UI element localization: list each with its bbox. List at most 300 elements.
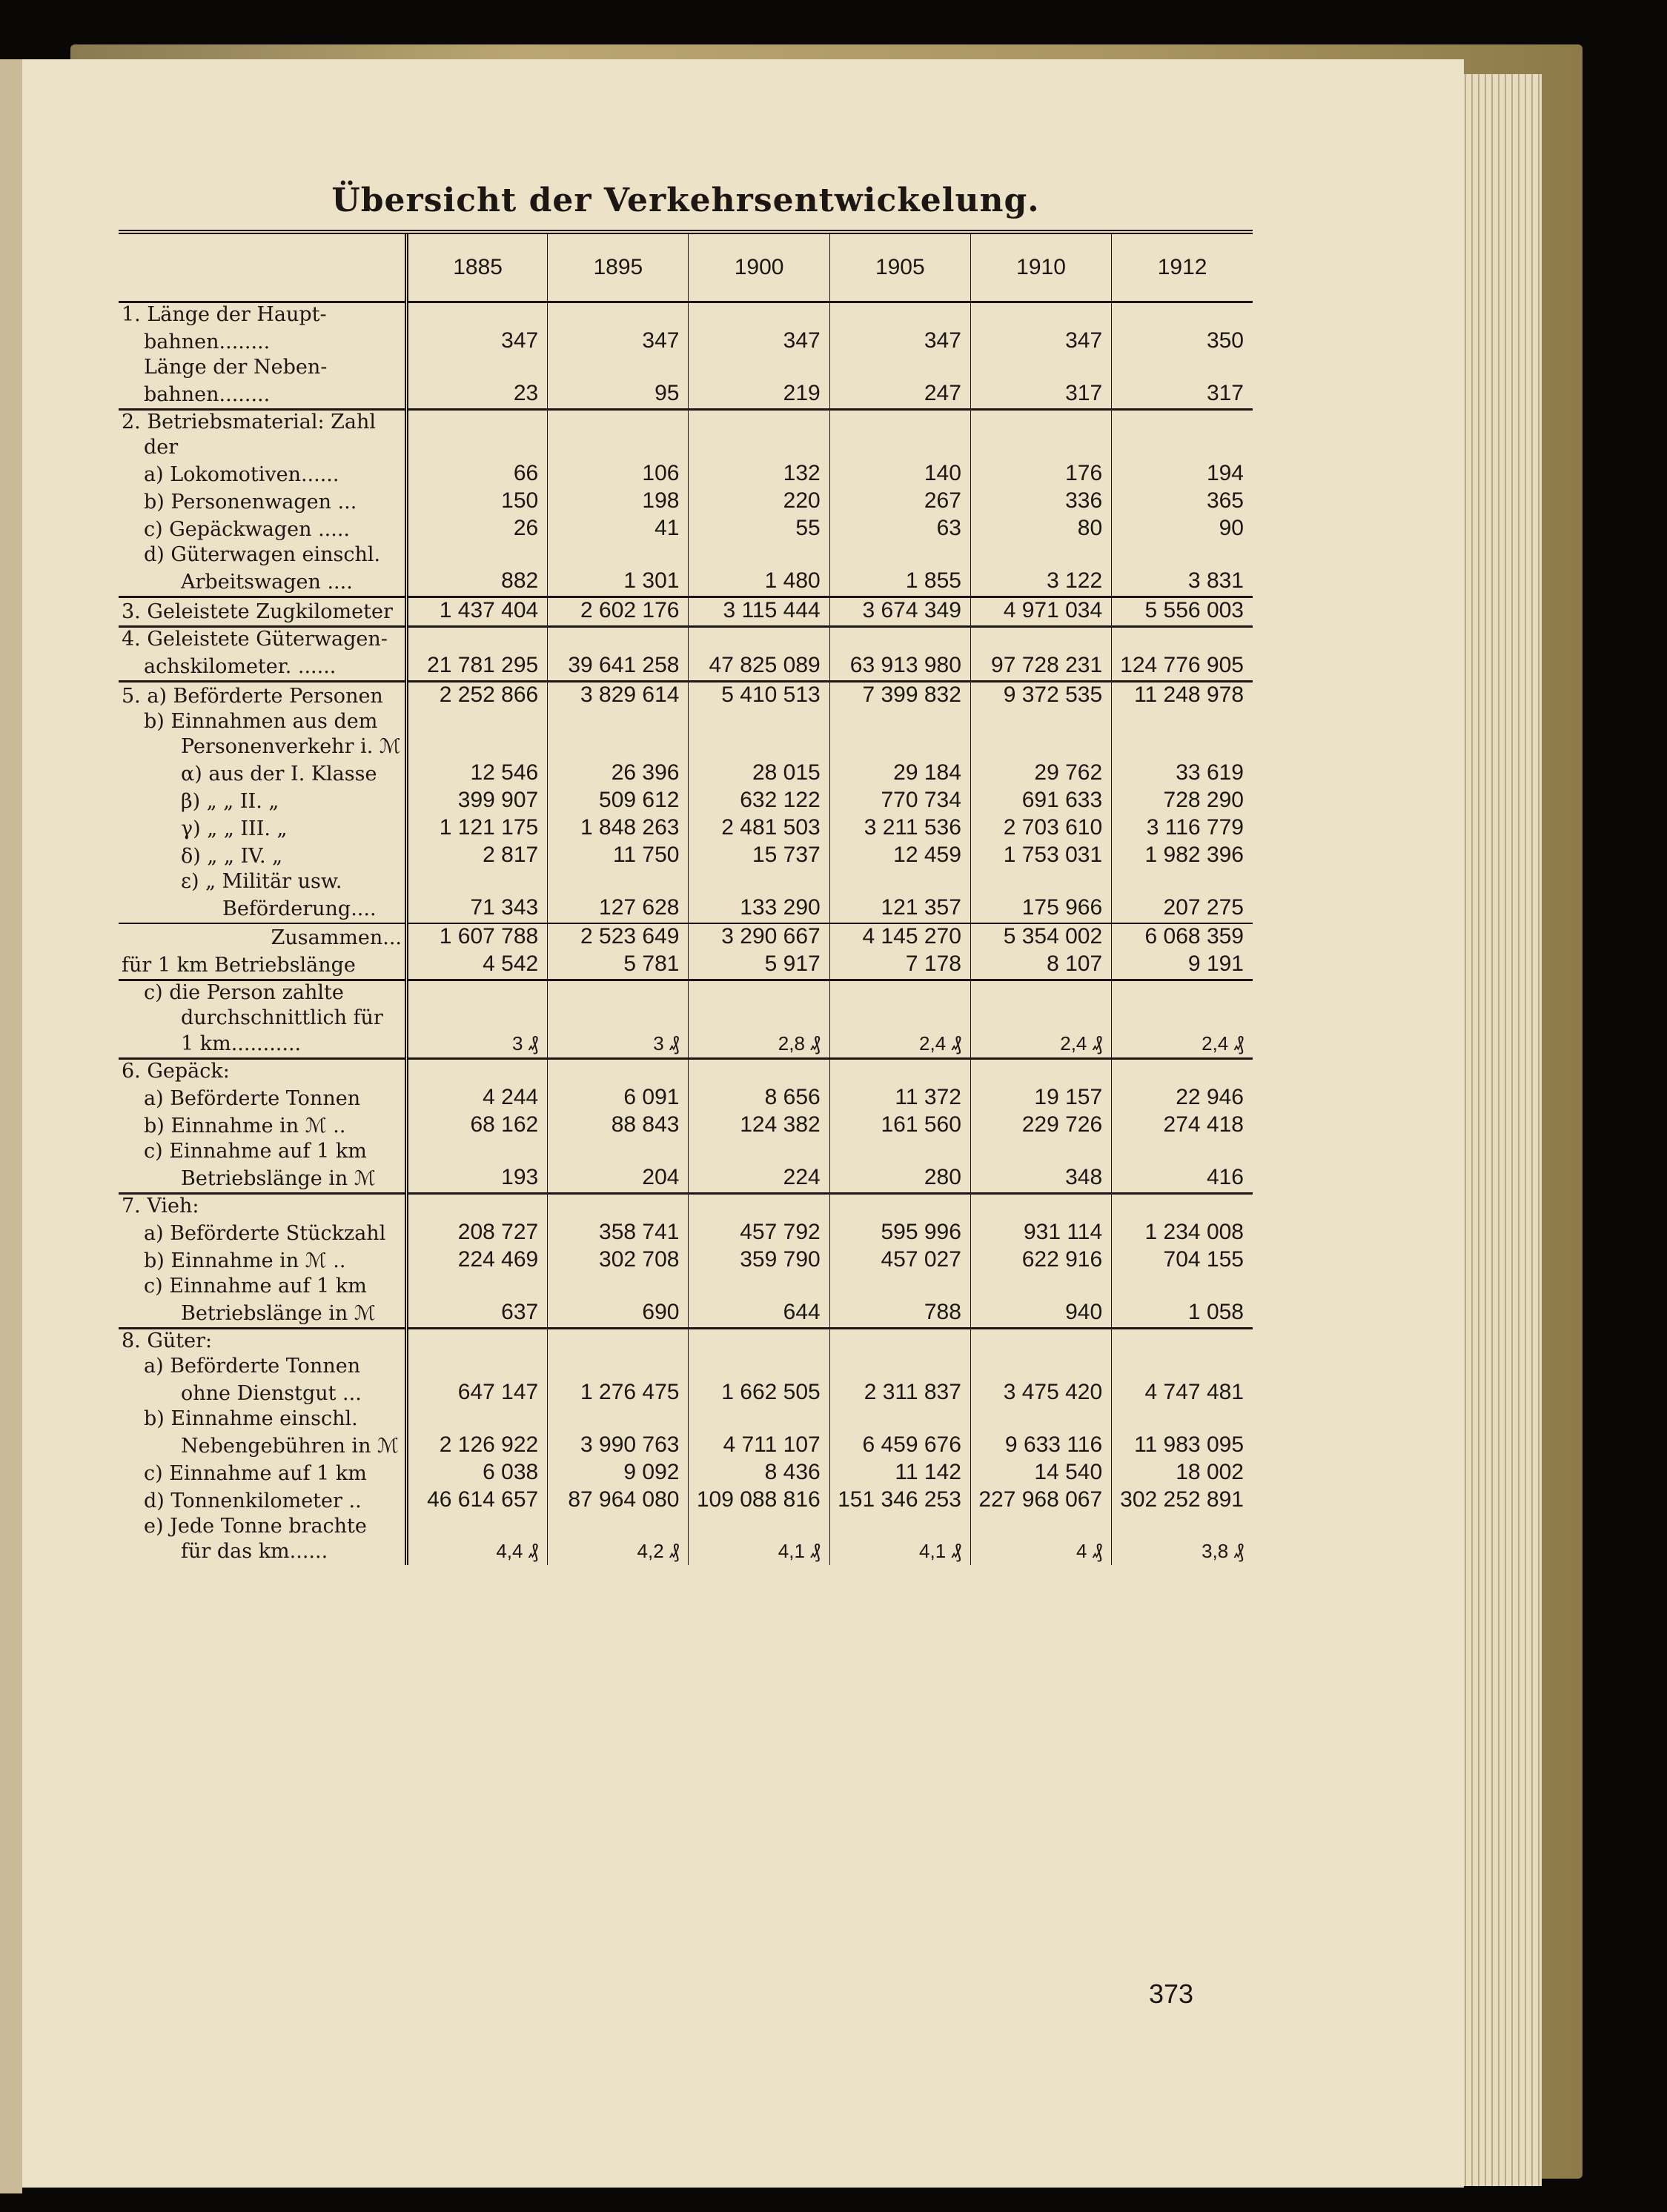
row-label: ε) „ Militär usw. bbox=[181, 870, 342, 894]
value-cell: 3 674 349 bbox=[829, 597, 970, 627]
value-cell: 348 bbox=[970, 1165, 1111, 1194]
table-row bbox=[119, 980, 1253, 1007]
value-cell: 365 bbox=[1112, 488, 1253, 516]
value-cell: 175 966 bbox=[970, 895, 1111, 923]
year-header: 1912 bbox=[1112, 232, 1253, 302]
table-row bbox=[119, 951, 1253, 980]
value-cell bbox=[548, 1140, 689, 1165]
value-cell: 4 542 bbox=[407, 951, 548, 980]
value-cell: 1 234 008 bbox=[1112, 1220, 1253, 1247]
table-row bbox=[119, 1540, 1253, 1565]
value-cell bbox=[407, 1275, 548, 1300]
table-row bbox=[119, 1328, 1253, 1355]
value-cell: 26 bbox=[407, 516, 548, 543]
traffic-table bbox=[119, 230, 1253, 1565]
value-cell bbox=[1112, 543, 1253, 568]
value-cell: 931 114 bbox=[970, 1220, 1111, 1247]
value-cell bbox=[1112, 410, 1253, 436]
table-row bbox=[119, 627, 1253, 654]
table-row bbox=[119, 1058, 1253, 1085]
value-cell: 4 747 481 bbox=[1112, 1380, 1253, 1407]
value-cell bbox=[829, 980, 970, 1007]
value-cell bbox=[829, 1275, 970, 1300]
value-cell: 302 252 891 bbox=[1112, 1487, 1253, 1515]
row-label: Arbeitswagen .... bbox=[181, 571, 353, 594]
row-label: der bbox=[144, 436, 179, 459]
value-cell: 106 bbox=[548, 461, 689, 488]
value-cell: 151 346 253 bbox=[829, 1487, 970, 1515]
value-cell bbox=[1112, 1058, 1253, 1085]
value-cell: 2,8 ₰ bbox=[689, 1032, 829, 1059]
value-cell: 302 708 bbox=[548, 1247, 689, 1275]
value-cell: 5 781 bbox=[548, 951, 689, 980]
value-cell: 176 bbox=[970, 461, 1111, 488]
value-cell bbox=[1112, 436, 1253, 461]
page-number: 373 bbox=[1149, 1979, 1194, 2009]
table-row bbox=[119, 328, 1253, 356]
value-cell: 3 115 444 bbox=[689, 597, 829, 627]
year-header: 1910 bbox=[970, 232, 1111, 302]
value-cell: 23 bbox=[407, 381, 548, 410]
table-row bbox=[119, 710, 1253, 735]
value-cell bbox=[689, 1328, 829, 1355]
row-label: c) Einnahme auf 1 km bbox=[144, 1274, 367, 1298]
value-cell: 3 290 667 bbox=[689, 923, 829, 951]
value-cell: 2 126 922 bbox=[407, 1432, 548, 1460]
value-cell bbox=[829, 356, 970, 381]
value-cell bbox=[970, 543, 1111, 568]
value-cell bbox=[970, 1275, 1111, 1300]
value-cell bbox=[1112, 735, 1253, 760]
value-cell bbox=[548, 1058, 689, 1085]
row-label: Nebengebühren in ℳ bbox=[181, 1434, 399, 1458]
value-cell bbox=[1112, 356, 1253, 381]
value-cell: 704 155 bbox=[1112, 1247, 1253, 1275]
table-row bbox=[119, 923, 1253, 951]
value-cell: 247 bbox=[829, 381, 970, 410]
row-label: 3. Geleistete Zugkilometer bbox=[119, 597, 407, 627]
value-cell bbox=[548, 1515, 689, 1540]
table-row bbox=[119, 302, 1253, 329]
value-cell bbox=[829, 1355, 970, 1380]
value-cell: 11 983 095 bbox=[1112, 1432, 1253, 1460]
value-cell bbox=[689, 627, 829, 654]
value-cell: 4 244 bbox=[407, 1085, 548, 1112]
value-cell: 15 737 bbox=[689, 843, 829, 870]
value-cell: 204 bbox=[548, 1165, 689, 1194]
value-cell: 80 bbox=[970, 516, 1111, 543]
value-cell: 124 382 bbox=[689, 1112, 829, 1140]
value-cell: 5 917 bbox=[689, 951, 829, 980]
value-cell bbox=[1112, 980, 1253, 1007]
value-cell: 8 107 bbox=[970, 951, 1111, 980]
table-row bbox=[119, 1006, 1253, 1032]
row-label: c) die Person zahlte bbox=[119, 980, 407, 1007]
value-cell: 219 bbox=[689, 381, 829, 410]
value-cell bbox=[689, 1515, 829, 1540]
value-cell bbox=[407, 710, 548, 735]
value-cell: 8 656 bbox=[689, 1085, 829, 1112]
value-cell: 90 bbox=[1112, 516, 1253, 543]
value-cell: 1 662 505 bbox=[689, 1380, 829, 1407]
value-cell bbox=[548, 1328, 689, 1355]
value-cell: 2 481 503 bbox=[689, 815, 829, 843]
value-cell: 3 829 614 bbox=[548, 682, 689, 711]
value-cell: 4 ₰ bbox=[970, 1540, 1111, 1565]
value-cell bbox=[548, 1407, 689, 1432]
value-cell: 133 290 bbox=[689, 895, 829, 923]
value-cell: 29 184 bbox=[829, 760, 970, 788]
value-cell bbox=[970, 1006, 1111, 1032]
row-label: achskilometer. ...... bbox=[144, 655, 337, 679]
row-label: Betriebslänge in ℳ bbox=[181, 1166, 376, 1190]
value-cell bbox=[407, 436, 548, 461]
table-row bbox=[119, 356, 1253, 381]
value-cell: 2 602 176 bbox=[548, 597, 689, 627]
value-cell: 18 002 bbox=[1112, 1460, 1253, 1487]
year-header-row bbox=[119, 232, 1253, 302]
value-cell: 47 825 089 bbox=[689, 653, 829, 682]
row-label: c) Gepäckwagen ..... bbox=[144, 518, 351, 542]
table-row bbox=[119, 543, 1253, 568]
row-label: durchschnittlich für bbox=[181, 1006, 383, 1030]
value-cell: 1 480 bbox=[689, 568, 829, 597]
value-cell bbox=[407, 1140, 548, 1165]
row-label: 7. Vieh: bbox=[119, 1193, 407, 1220]
table-row bbox=[119, 1275, 1253, 1300]
value-cell: 140 bbox=[829, 461, 970, 488]
value-cell: 19 157 bbox=[970, 1085, 1111, 1112]
table-row bbox=[119, 1515, 1253, 1540]
table-row bbox=[119, 1085, 1253, 1112]
table-row bbox=[119, 1193, 1253, 1220]
row-label: für das km...... bbox=[181, 1539, 328, 1563]
value-cell bbox=[548, 1006, 689, 1032]
table-row bbox=[119, 1407, 1253, 1432]
value-cell: 3,8 ₰ bbox=[1112, 1540, 1253, 1565]
value-cell: 3 475 420 bbox=[970, 1380, 1111, 1407]
row-label: b) Einnahmen aus dem bbox=[144, 710, 378, 734]
row-label: ohne Dienstgut ... bbox=[181, 1381, 362, 1405]
value-cell: 2 523 649 bbox=[548, 923, 689, 951]
value-cell: 21 781 295 bbox=[407, 653, 548, 682]
value-cell bbox=[1112, 627, 1253, 654]
row-label: a) Beförderte Tonnen bbox=[144, 1086, 361, 1110]
value-cell: 347 bbox=[548, 328, 689, 356]
value-cell bbox=[548, 735, 689, 760]
value-cell: 3 ₰ bbox=[548, 1032, 689, 1059]
value-cell bbox=[689, 1407, 829, 1432]
value-cell bbox=[829, 870, 970, 895]
value-cell bbox=[1112, 1140, 1253, 1165]
header-label-cell bbox=[119, 232, 407, 302]
value-cell: 41 bbox=[548, 516, 689, 543]
value-cell: 66 bbox=[407, 461, 548, 488]
table-row bbox=[119, 1140, 1253, 1165]
value-cell: 4 145 270 bbox=[829, 923, 970, 951]
table-row bbox=[119, 653, 1253, 682]
value-cell bbox=[970, 1355, 1111, 1380]
value-cell bbox=[829, 543, 970, 568]
value-cell bbox=[689, 980, 829, 1007]
year-header: 1905 bbox=[829, 232, 970, 302]
value-cell: 347 bbox=[689, 328, 829, 356]
value-cell bbox=[689, 410, 829, 436]
value-cell bbox=[970, 710, 1111, 735]
row-label: 4. Geleistete Güterwagen- bbox=[119, 627, 407, 654]
value-cell: 644 bbox=[689, 1300, 829, 1329]
value-cell: 350 bbox=[1112, 328, 1253, 356]
value-cell: 12 546 bbox=[407, 760, 548, 788]
value-cell: 788 bbox=[829, 1300, 970, 1329]
row-label: β) „ „ II. „ bbox=[181, 790, 279, 814]
row-label: 1. Länge der Haupt- bbox=[119, 302, 407, 329]
value-cell: 2,4 ₰ bbox=[1112, 1032, 1253, 1059]
value-cell bbox=[970, 1407, 1111, 1432]
value-cell bbox=[970, 627, 1111, 654]
value-cell: 509 612 bbox=[548, 788, 689, 815]
row-label: für 1 km Betriebslänge bbox=[122, 954, 356, 977]
value-cell: 6 038 bbox=[407, 1460, 548, 1487]
table-body bbox=[119, 302, 1253, 1565]
row-label: b) Einnahme einschl. bbox=[144, 1406, 358, 1430]
row-label: e) Jede Tonne brachte bbox=[144, 1514, 367, 1538]
row-label: α) aus der I. Klasse bbox=[181, 763, 377, 786]
value-cell: 1 301 bbox=[548, 568, 689, 597]
row-label: d) Güterwagen einschl. bbox=[144, 543, 381, 567]
value-cell: 1 121 175 bbox=[407, 815, 548, 843]
value-cell bbox=[970, 356, 1111, 381]
value-cell: 95 bbox=[548, 381, 689, 410]
value-cell bbox=[689, 1006, 829, 1032]
value-cell: 28 015 bbox=[689, 760, 829, 788]
row-label: Länge der Neben- bbox=[144, 356, 328, 379]
value-cell bbox=[548, 980, 689, 1007]
value-cell: 9 372 535 bbox=[970, 682, 1111, 711]
value-cell: 3 831 bbox=[1112, 568, 1253, 597]
value-cell bbox=[970, 735, 1111, 760]
row-label: a) Lokomotiven...... bbox=[144, 463, 339, 487]
value-cell: 2,4 ₰ bbox=[829, 1032, 970, 1059]
value-cell: 274 418 bbox=[1112, 1112, 1253, 1140]
value-cell bbox=[689, 302, 829, 329]
value-cell bbox=[689, 356, 829, 381]
table-row bbox=[119, 1247, 1253, 1275]
table-row bbox=[119, 735, 1253, 760]
value-cell: 22 946 bbox=[1112, 1085, 1253, 1112]
table-row bbox=[119, 436, 1253, 461]
row-label: b) Einnahme in ℳ .. bbox=[144, 1114, 346, 1137]
value-cell: 882 bbox=[407, 568, 548, 597]
value-cell: 127 628 bbox=[548, 895, 689, 923]
value-cell bbox=[548, 436, 689, 461]
value-cell: 68 162 bbox=[407, 1112, 548, 1140]
row-label: 2. Betriebsmaterial: Zahl bbox=[119, 410, 407, 436]
row-label: γ) „ „ III. „ bbox=[181, 817, 288, 841]
value-cell bbox=[548, 1275, 689, 1300]
value-cell bbox=[407, 543, 548, 568]
value-cell bbox=[689, 870, 829, 895]
value-cell: 1 982 396 bbox=[1112, 843, 1253, 870]
value-cell: 2,4 ₰ bbox=[970, 1032, 1111, 1059]
value-cell bbox=[689, 1140, 829, 1165]
row-label: 8. Güter: bbox=[119, 1328, 407, 1355]
value-cell: 1 058 bbox=[1112, 1300, 1253, 1329]
value-cell: 161 560 bbox=[829, 1112, 970, 1140]
value-cell bbox=[407, 870, 548, 895]
value-cell: 224 469 bbox=[407, 1247, 548, 1275]
value-cell bbox=[548, 410, 689, 436]
value-cell: 87 964 080 bbox=[548, 1487, 689, 1515]
value-cell: 11 142 bbox=[829, 1460, 970, 1487]
table-row bbox=[119, 1032, 1253, 1059]
value-cell: 647 147 bbox=[407, 1380, 548, 1407]
table-row bbox=[119, 1460, 1253, 1487]
value-cell bbox=[548, 543, 689, 568]
row-label: Personenverkehr i. ℳ bbox=[181, 735, 401, 759]
value-cell: 97 728 231 bbox=[970, 653, 1111, 682]
value-cell bbox=[689, 543, 829, 568]
statistics-sheet bbox=[119, 182, 1253, 1565]
value-cell bbox=[548, 302, 689, 329]
row-label: 1 km........... bbox=[181, 1032, 302, 1055]
value-cell: 2 817 bbox=[407, 843, 548, 870]
value-cell bbox=[829, 627, 970, 654]
value-cell: 6 459 676 bbox=[829, 1432, 970, 1460]
value-cell: 150 bbox=[407, 488, 548, 516]
table-row bbox=[119, 1165, 1253, 1194]
value-cell: 280 bbox=[829, 1165, 970, 1194]
row-label: b) Einnahme in ℳ .. bbox=[144, 1249, 346, 1272]
value-cell bbox=[970, 1140, 1111, 1165]
value-cell: 29 762 bbox=[970, 760, 1111, 788]
value-cell bbox=[407, 356, 548, 381]
value-cell: 3 ₰ bbox=[407, 1032, 548, 1059]
value-cell: 193 bbox=[407, 1165, 548, 1194]
value-cell bbox=[1112, 710, 1253, 735]
value-cell: 208 727 bbox=[407, 1220, 548, 1247]
value-cell bbox=[970, 1058, 1111, 1085]
value-cell: 88 843 bbox=[548, 1112, 689, 1140]
table-row bbox=[119, 1220, 1253, 1247]
table-row bbox=[119, 682, 1253, 711]
row-label: 6. Gepäck: bbox=[119, 1058, 407, 1085]
value-cell: 121 357 bbox=[829, 895, 970, 923]
value-cell bbox=[1112, 302, 1253, 329]
value-cell: 347 bbox=[407, 328, 548, 356]
value-cell bbox=[970, 1328, 1111, 1355]
value-cell: 3 211 536 bbox=[829, 815, 970, 843]
value-cell: 1 607 788 bbox=[407, 923, 548, 951]
value-cell: 14 540 bbox=[970, 1460, 1111, 1487]
value-cell: 7 178 bbox=[829, 951, 970, 980]
value-cell bbox=[1112, 1328, 1253, 1355]
value-cell: 770 734 bbox=[829, 788, 970, 815]
table-row bbox=[119, 410, 1253, 436]
value-cell bbox=[407, 410, 548, 436]
value-cell: 3 116 779 bbox=[1112, 815, 1253, 843]
value-cell bbox=[407, 980, 548, 1007]
value-cell: 2 252 866 bbox=[407, 682, 548, 711]
value-cell bbox=[689, 1355, 829, 1380]
row-label: bahnen........ bbox=[144, 331, 271, 353]
value-cell bbox=[829, 1328, 970, 1355]
row-label: c) Einnahme auf 1 km bbox=[144, 1461, 367, 1485]
value-cell: 4,2 ₰ bbox=[548, 1540, 689, 1565]
value-cell: 9 092 bbox=[548, 1460, 689, 1487]
value-cell: 595 996 bbox=[829, 1220, 970, 1247]
value-cell: 1 848 263 bbox=[548, 815, 689, 843]
row-label: b) Personenwagen ... bbox=[144, 491, 357, 514]
value-cell: 416 bbox=[1112, 1165, 1253, 1194]
table-row bbox=[119, 788, 1253, 815]
value-cell: 5 410 513 bbox=[689, 682, 829, 711]
table-row bbox=[119, 1355, 1253, 1380]
table-row bbox=[119, 1432, 1253, 1460]
value-cell: 336 bbox=[970, 488, 1111, 516]
value-cell: 8 436 bbox=[689, 1460, 829, 1487]
value-cell: 6 068 359 bbox=[1112, 923, 1253, 951]
value-cell bbox=[970, 1193, 1111, 1220]
value-cell bbox=[548, 870, 689, 895]
table-row bbox=[119, 516, 1253, 543]
value-cell: 457 027 bbox=[829, 1247, 970, 1275]
value-cell: 691 633 bbox=[970, 788, 1111, 815]
year-header: 1900 bbox=[689, 232, 829, 302]
value-cell bbox=[829, 302, 970, 329]
value-cell: 194 bbox=[1112, 461, 1253, 488]
value-cell: 622 916 bbox=[970, 1247, 1111, 1275]
value-cell bbox=[829, 436, 970, 461]
value-cell: 33 619 bbox=[1112, 760, 1253, 788]
value-cell bbox=[407, 1407, 548, 1432]
value-cell: 3 990 763 bbox=[548, 1432, 689, 1460]
table-row bbox=[119, 815, 1253, 843]
value-cell: 46 614 657 bbox=[407, 1487, 548, 1515]
value-cell bbox=[689, 436, 829, 461]
value-cell: 132 bbox=[689, 461, 829, 488]
table-row bbox=[119, 597, 1253, 627]
value-cell: 728 290 bbox=[1112, 788, 1253, 815]
row-label: bahnen........ bbox=[144, 383, 271, 407]
value-cell bbox=[829, 1058, 970, 1085]
table-row bbox=[119, 1112, 1253, 1140]
value-cell: 11 750 bbox=[548, 843, 689, 870]
value-cell bbox=[407, 1058, 548, 1085]
table-row bbox=[119, 870, 1253, 895]
value-cell bbox=[407, 302, 548, 329]
value-cell bbox=[1112, 1275, 1253, 1300]
value-cell: 1 855 bbox=[829, 568, 970, 597]
value-cell bbox=[829, 1193, 970, 1220]
row-label: Beförderung.... bbox=[222, 897, 377, 921]
value-cell bbox=[407, 735, 548, 760]
value-cell bbox=[829, 735, 970, 760]
value-cell bbox=[407, 1006, 548, 1032]
value-cell bbox=[829, 410, 970, 436]
table-row bbox=[119, 1487, 1253, 1515]
value-cell bbox=[829, 1515, 970, 1540]
value-cell: 347 bbox=[829, 328, 970, 356]
value-cell: 207 275 bbox=[1112, 895, 1253, 923]
value-cell: 1 276 475 bbox=[548, 1380, 689, 1407]
value-cell: 347 bbox=[970, 328, 1111, 356]
value-cell: 9 191 bbox=[1112, 951, 1253, 980]
value-cell: 4,4 ₰ bbox=[407, 1540, 548, 1565]
table-row bbox=[119, 568, 1253, 597]
value-cell bbox=[407, 627, 548, 654]
value-cell: 63 913 980 bbox=[829, 653, 970, 682]
